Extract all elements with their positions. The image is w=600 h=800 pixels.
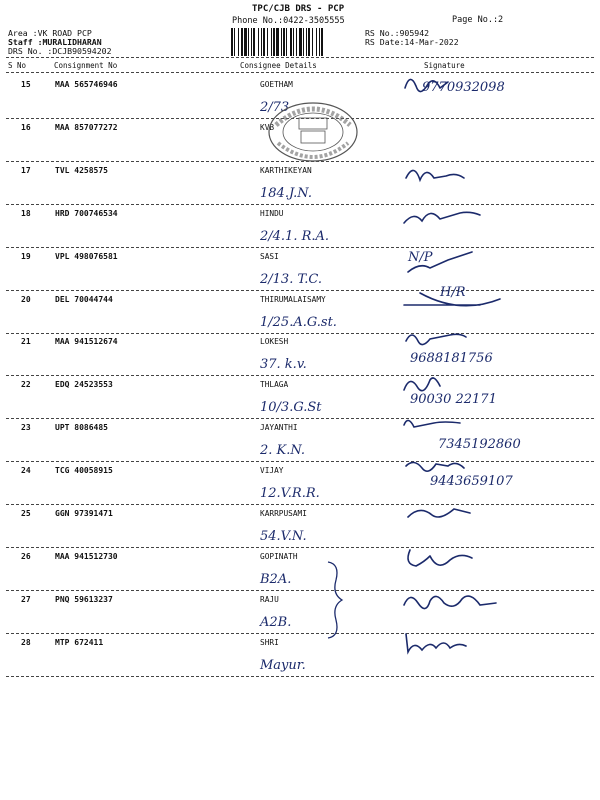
header-divider (6, 57, 594, 58)
signature-mark (400, 499, 550, 543)
consignee-address: 2. K.N. (260, 443, 306, 459)
consignee-address: 37. k.v. (260, 357, 307, 373)
consignment-number: VPL 498076581 (55, 251, 118, 261)
page-number: Page No.:2 (452, 15, 504, 25)
consignee-name: VIJAY (260, 466, 284, 476)
consignee-address: Mayur. (260, 657, 306, 673)
signature-mark (400, 413, 550, 457)
signature-handwritten-text: 9770932098 (422, 80, 505, 95)
consignee-name: KVB (260, 122, 275, 132)
serial-number: 23 (21, 423, 31, 433)
serial-number: 22 (21, 380, 31, 390)
consignee-address: A2B. (260, 614, 292, 630)
table-row (0, 638, 600, 680)
signature-mark (400, 199, 550, 243)
col-consignment: Consignment No (54, 61, 118, 70)
serial-number: 26 (21, 551, 31, 561)
signature-mark (400, 456, 550, 500)
serial-number: 25 (21, 509, 31, 518)
consignment-number: MAA 941512674 (55, 337, 118, 347)
bracket-mark (326, 560, 344, 640)
consignment-number: UPT 8086485 (55, 423, 108, 433)
barcode-image (231, 28, 349, 56)
signature-mark (400, 542, 550, 586)
consignee-address: 184.J.N. (260, 185, 312, 201)
serial-number: 17 (21, 165, 31, 175)
serial-number: 15 (21, 80, 31, 89)
signature-handwritten-text: 7345192860 (438, 437, 521, 453)
consignee-name: HINDU (260, 208, 284, 218)
consignee-name: SASI (260, 251, 279, 261)
signature-handwritten-text: H/R (440, 284, 466, 300)
consignee-name: THLAGA (260, 380, 289, 390)
signature-handwritten-text: 9443659107 (430, 474, 513, 490)
consignee-name: KARRPUSAMI (260, 509, 307, 518)
consignee-address: 10/3.G.St (260, 400, 322, 416)
signature-mark (400, 327, 550, 371)
consignee-address: 1/25.A.G.st. (260, 314, 337, 330)
serial-number: 21 (21, 337, 31, 347)
consignee-address: 54.V.N. (260, 529, 307, 544)
consignment-number: MTP 672411 (55, 637, 104, 647)
consignee-address: 2/13. T.C. (260, 271, 322, 287)
consignee-name: JAYANTHI (260, 423, 298, 433)
serial-number: 20 (21, 294, 31, 304)
serial-number: 24 (21, 466, 31, 476)
serial-number: 16 (21, 122, 31, 132)
serial-number: 19 (21, 251, 31, 261)
bank-stamp-image (266, 101, 360, 163)
document-title: TPC/CJB DRS - PCP (252, 4, 345, 14)
phone-number: Phone No.:0422-3505555 (232, 16, 345, 26)
row-divider (6, 676, 594, 677)
consignment-number: HRD 700746534 (55, 208, 118, 218)
serial-number: 28 (21, 637, 31, 647)
signature-mark (400, 370, 550, 414)
serial-number: 18 (21, 208, 31, 218)
consignment-number: DEL 70044744 (55, 294, 113, 304)
area-label: Area :VK ROAD PCP (8, 28, 92, 38)
rs-date: RS Date:14-Mar-2022 (365, 37, 459, 47)
signature-mark (400, 70, 550, 114)
col-sno: S No (8, 61, 27, 70)
signature-mark (400, 585, 550, 629)
col-consignee: Consignee Details (240, 61, 317, 70)
consignment-number: MAA 857077272 (55, 122, 118, 132)
consignment-number: MAA 565746946 (55, 80, 118, 89)
serial-number: 27 (21, 594, 31, 604)
signature-handwritten-text: 90030 22171 (410, 392, 497, 408)
consignment-number: GGN 97391471 (55, 509, 113, 518)
staff-label: Staff :MURALIDHARAN (8, 37, 102, 47)
consignee-name: GOETHAM (260, 80, 293, 89)
drs-number: DRS No. :DCJB90594202 (8, 46, 112, 56)
consignee-name: RAJU (260, 594, 279, 604)
rs-number: RS No.:905942 (365, 28, 430, 38)
signature-handwritten-text: N/P (408, 249, 433, 265)
consignee-name: GOPINATH (260, 551, 298, 561)
signature-mark (400, 242, 550, 286)
consignee-address: B2A. (260, 571, 292, 587)
col-signature: Signature (424, 61, 465, 70)
signature-mark (400, 628, 550, 672)
signature-mark (400, 156, 550, 200)
consignee-address: 12.V.R.R. (260, 486, 320, 502)
signature-mark (400, 285, 550, 329)
consignee-name: KARTHIKEYAN (260, 165, 312, 175)
consignment-number: PNQ 59613237 (55, 594, 113, 604)
consignment-number: MAA 941512730 (55, 551, 118, 561)
consignee-name: LOKESH (260, 337, 289, 347)
consignment-number: TCG 40058915 (55, 466, 113, 476)
signature-handwritten-text: 9688181756 (410, 351, 493, 367)
consignment-number: TVL 4258575 (55, 165, 108, 175)
consignment-number: EDQ 24523553 (55, 380, 113, 390)
consignee-address: 2/4.1. R.A. (260, 228, 330, 244)
consignee-address: 2/73 (260, 100, 290, 115)
consignee-name: SHRI (260, 637, 279, 647)
consignee-name: THIRUMALAISAMY (260, 294, 326, 304)
